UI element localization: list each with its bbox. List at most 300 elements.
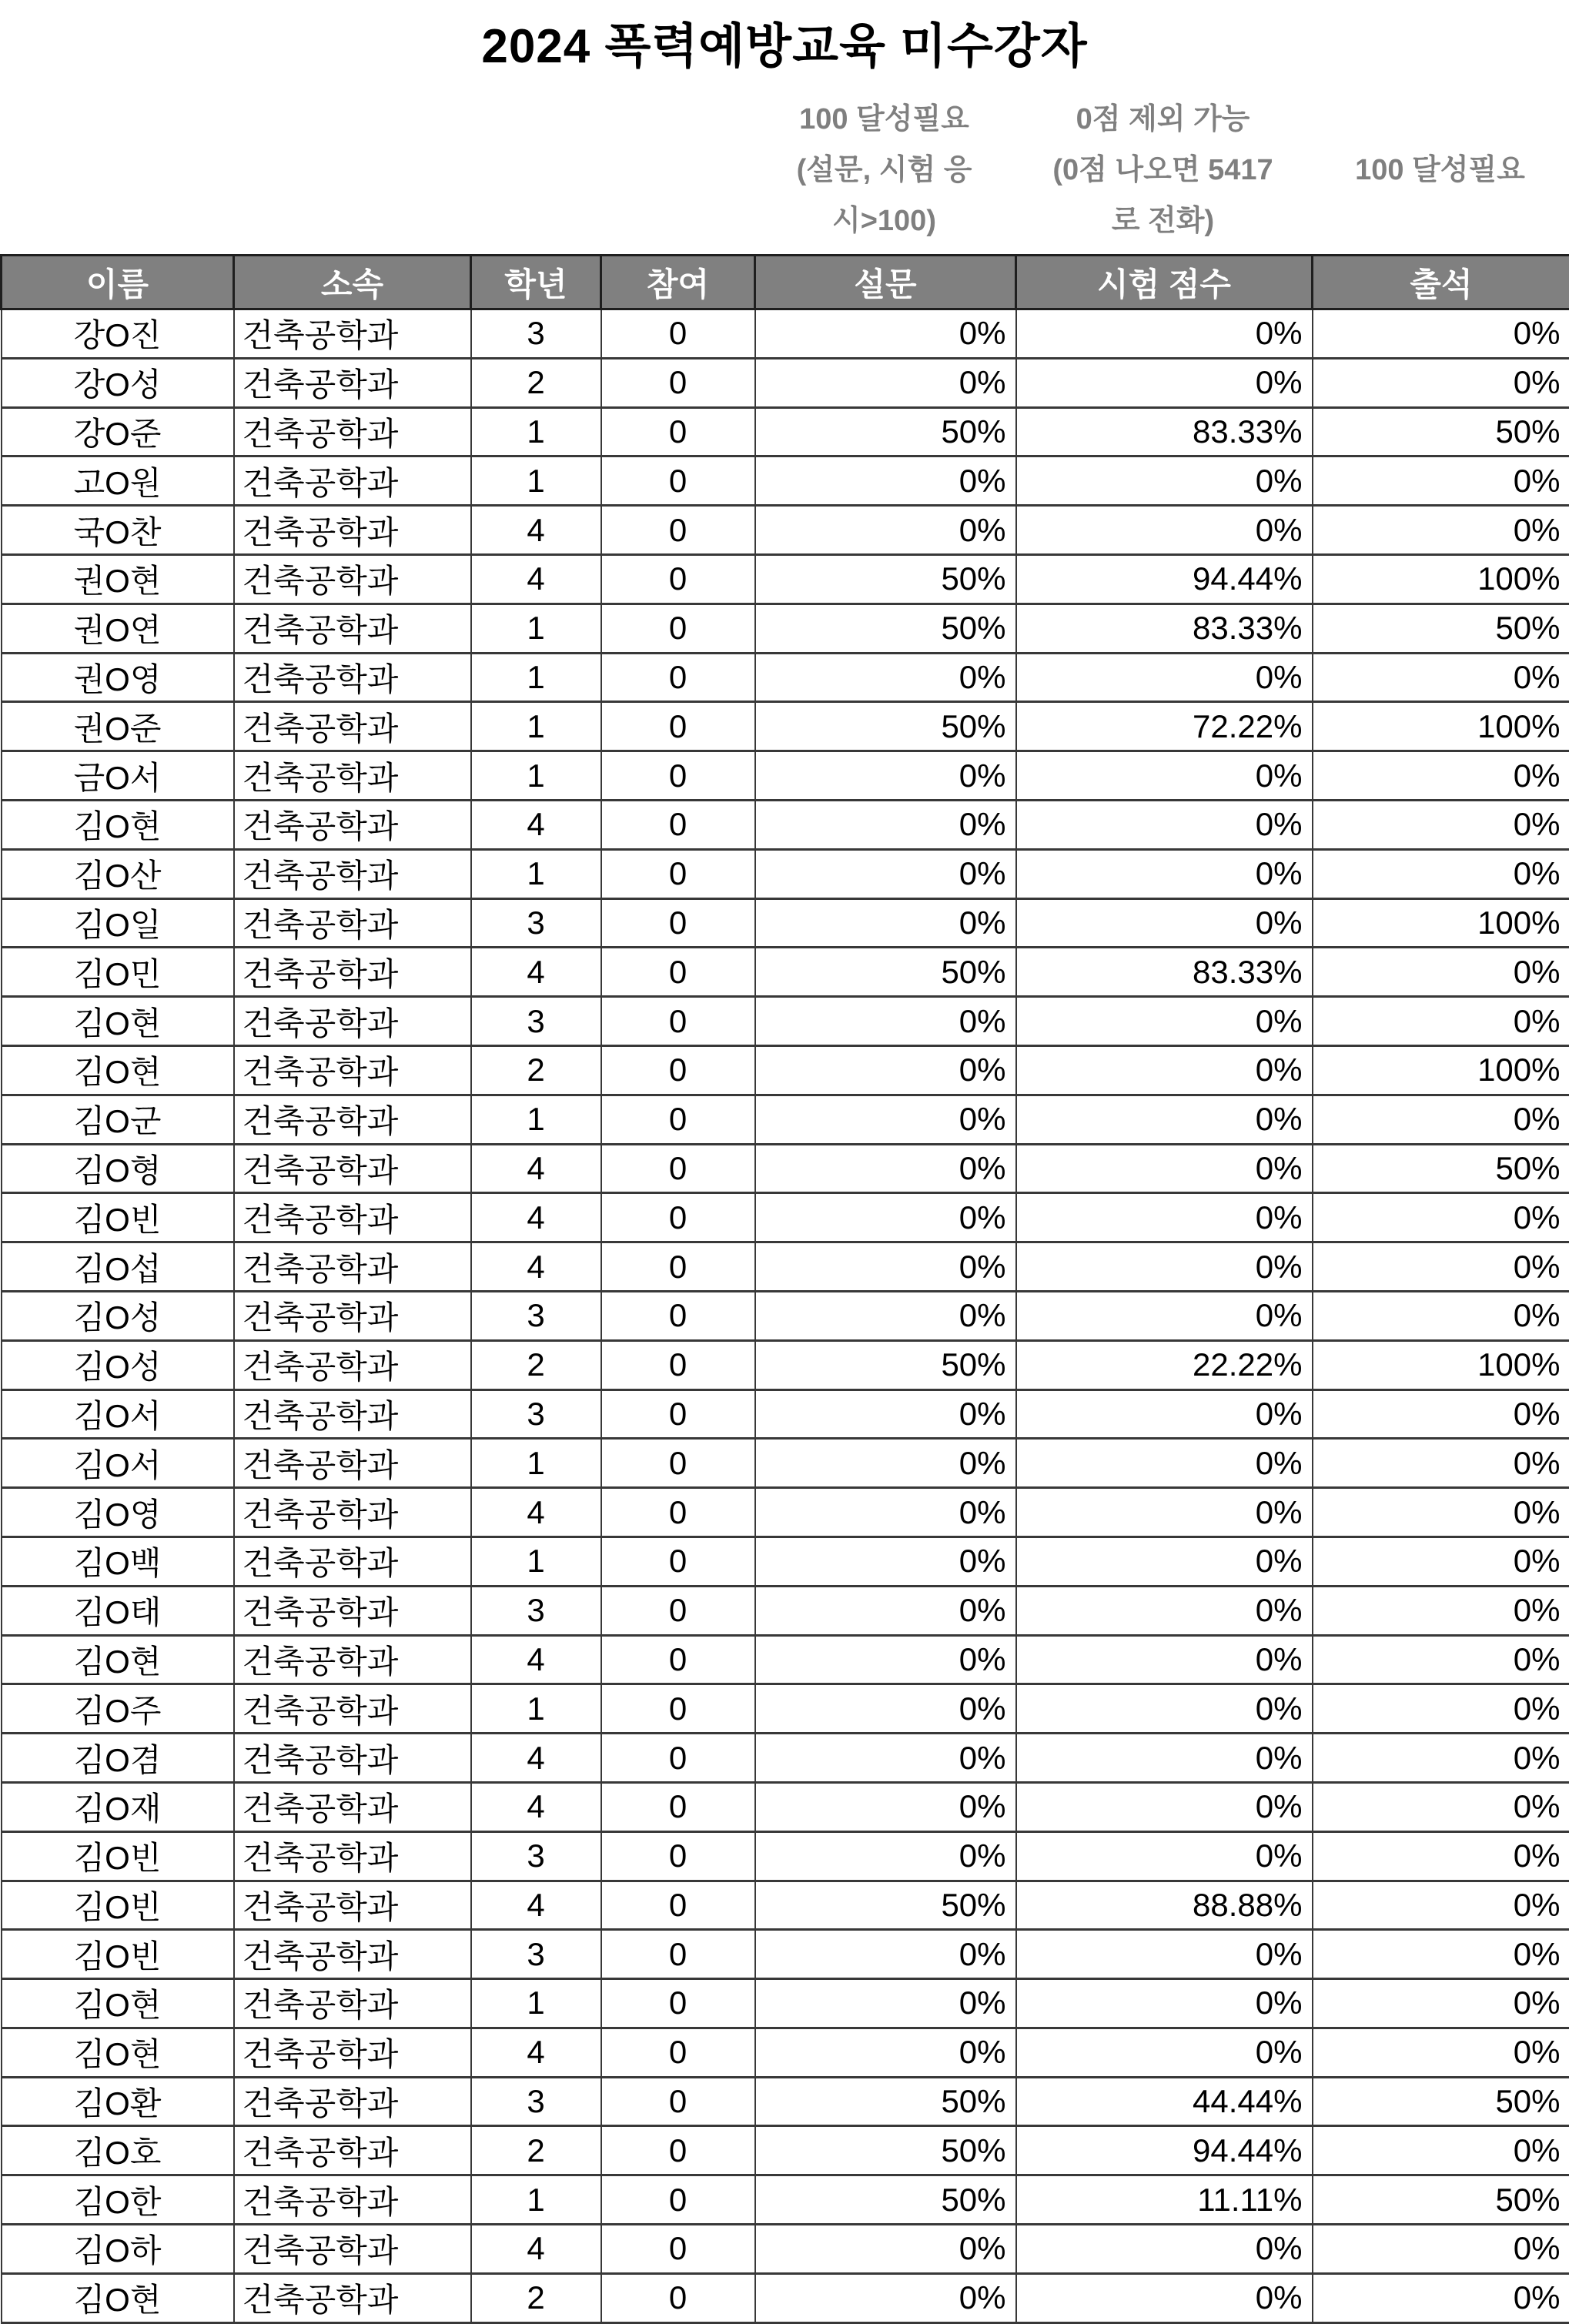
table-row (2, 358, 1569, 407)
exam-score-cell: 0% (1016, 1291, 1313, 1340)
participation-cell: 0 (601, 604, 755, 653)
department-cell: 건축공학과 (234, 1979, 471, 2028)
grade-cell: 4 (471, 1193, 601, 1242)
participation-cell: 0 (601, 1242, 755, 1292)
participation-cell: 0 (601, 2175, 755, 2225)
exam-score-cell: 0% (1016, 898, 1313, 948)
survey-cell: 0% (755, 1488, 1016, 1537)
grade-cell: 3 (471, 898, 601, 948)
column-header-grade: 학년 (471, 256, 601, 309)
table-row (2, 898, 1569, 948)
table-row (2, 1439, 1569, 1488)
table-row (2, 2273, 1569, 2322)
attendance-cell: 50% (1313, 1144, 1569, 1193)
exam-score-cell: 0% (1016, 653, 1313, 702)
grade-cell: 1 (471, 407, 601, 456)
participation-cell: 0 (601, 898, 755, 948)
name-cell: 김O백 (2, 1537, 234, 1586)
grade-cell: 4 (471, 800, 601, 849)
grade-cell: 3 (471, 1831, 601, 1881)
table-row (2, 1635, 1569, 1684)
exam-score-cell: 0% (1016, 2028, 1313, 2077)
participation-cell: 0 (601, 456, 755, 506)
name-cell: 권O영 (2, 653, 234, 702)
grade-cell: 2 (471, 1340, 601, 1389)
participation-cell: 0 (601, 1095, 755, 1144)
department-cell: 건축공학과 (234, 1831, 471, 1881)
participation-cell: 0 (601, 1045, 755, 1095)
survey-cell: 0% (755, 2273, 1016, 2322)
attendance-cell: 50% (1313, 2077, 1569, 2126)
name-cell: 금O서 (2, 751, 234, 801)
attendance-cell: 0% (1313, 849, 1569, 898)
exam-score-cell: 0% (1016, 1930, 1313, 1979)
attendance-cell: 0% (1313, 1389, 1569, 1439)
participation-cell: 0 (601, 1930, 755, 1979)
name-cell: 김O빈 (2, 1881, 234, 1930)
exam-score-cell: 0% (1016, 1242, 1313, 1292)
department-cell: 건축공학과 (234, 1488, 471, 1537)
participation-cell: 0 (601, 1979, 755, 2028)
attendance-cell: 0% (1313, 653, 1569, 702)
participation-cell: 0 (601, 1389, 755, 1439)
table-row (2, 702, 1569, 751)
survey-cell: 50% (755, 948, 1016, 997)
department-cell: 건축공학과 (234, 653, 471, 702)
exam-score-cell: 0% (1016, 1979, 1313, 2028)
attendance-cell: 0% (1313, 948, 1569, 997)
attendance-cell: 0% (1313, 2126, 1569, 2175)
education-status-table (0, 254, 1569, 2324)
name-cell: 김O한 (2, 2175, 234, 2225)
survey-cell: 0% (755, 1782, 1016, 1831)
exam-score-cell: 0% (1016, 1389, 1313, 1439)
table-row (2, 1831, 1569, 1881)
grade-cell: 4 (471, 948, 601, 997)
table-row (2, 407, 1569, 456)
department-cell: 건축공학과 (234, 1537, 471, 1586)
grade-cell: 1 (471, 653, 601, 702)
table-body (2, 309, 1569, 2323)
department-cell: 건축공학과 (234, 2273, 471, 2322)
department-cell: 건축공학과 (234, 1095, 471, 1144)
survey-cell: 0% (755, 1439, 1016, 1488)
name-cell: 권O연 (2, 604, 234, 653)
grade-cell: 4 (471, 1242, 601, 1292)
grade-cell: 4 (471, 1488, 601, 1537)
name-cell: 권O준 (2, 702, 234, 751)
participation-cell: 0 (601, 1782, 755, 1831)
department-cell: 건축공학과 (234, 309, 471, 359)
department-cell: 건축공학과 (234, 2126, 471, 2175)
name-cell: 김O빈 (2, 1930, 234, 1979)
exam-score-cell: 0% (1016, 1045, 1313, 1095)
attendance-cell: 0% (1313, 456, 1569, 506)
department-cell: 건축공학과 (234, 800, 471, 849)
table-row (2, 948, 1569, 997)
table-row (2, 1586, 1569, 1635)
participation-cell: 0 (601, 1439, 755, 1488)
table-row (2, 1095, 1569, 1144)
participation-cell: 0 (601, 358, 755, 407)
survey-cell: 0% (755, 849, 1016, 898)
participation-cell: 0 (601, 2126, 755, 2175)
attendance-note-line1: 100 달성필요 (1355, 145, 1525, 196)
exam-score-cell: 0% (1016, 1734, 1313, 1783)
attendance-cell: 0% (1313, 1635, 1569, 1684)
grade-cell: 4 (471, 1881, 601, 1930)
attendance-cell: 0% (1313, 1439, 1569, 1488)
department-cell: 건축공학과 (234, 1782, 471, 1831)
grade-cell: 4 (471, 1782, 601, 1831)
table-row (2, 1291, 1569, 1340)
exam-score-cell: 0% (1016, 997, 1313, 1046)
name-cell: 김O현 (2, 997, 234, 1046)
participation-cell: 0 (601, 554, 755, 604)
participation-cell: 0 (601, 2273, 755, 2322)
attendance-cell: 0% (1313, 1291, 1569, 1340)
column-header-exam-score: 시험 점수 (1016, 256, 1313, 309)
participation-cell: 0 (601, 653, 755, 702)
exam-score-cell: 94.44% (1016, 2126, 1313, 2175)
survey-cell: 50% (755, 2126, 1016, 2175)
grade-cell: 1 (471, 2175, 601, 2225)
participation-cell: 0 (601, 1340, 755, 1389)
participation-cell: 0 (601, 800, 755, 849)
grade-cell: 4 (471, 1635, 601, 1684)
department-cell: 건축공학과 (234, 2175, 471, 2225)
exam-note-line2: (0점 나오면 5417 (1052, 145, 1273, 196)
attendance-cell: 0% (1313, 1881, 1569, 1930)
name-cell: 국O찬 (2, 506, 234, 555)
department-cell: 건축공학과 (234, 554, 471, 604)
exam-score-cell: 88.88% (1016, 1881, 1313, 1930)
attendance-cell: 0% (1313, 1782, 1569, 1831)
grade-cell: 1 (471, 849, 601, 898)
survey-cell: 50% (755, 407, 1016, 456)
grade-cell: 4 (471, 2028, 601, 2077)
department-cell: 건축공학과 (234, 1045, 471, 1095)
survey-cell: 0% (755, 1586, 1016, 1635)
table-row (2, 2028, 1569, 2077)
grade-cell: 3 (471, 997, 601, 1046)
attendance-cell: 0% (1313, 2028, 1569, 2077)
exam-score-cell: 83.33% (1016, 407, 1313, 456)
table-row (2, 1881, 1569, 1930)
table-row (2, 554, 1569, 604)
exam-score-cell: 83.33% (1016, 604, 1313, 653)
attendance-cell: 0% (1313, 358, 1569, 407)
participation-cell: 0 (601, 2225, 755, 2274)
department-cell: 건축공학과 (234, 604, 471, 653)
name-cell: 김O영 (2, 1488, 234, 1537)
department-cell: 건축공학과 (234, 1340, 471, 1389)
survey-cell: 0% (755, 1291, 1016, 1340)
attendance-cell: 0% (1313, 1537, 1569, 1586)
participation-cell: 0 (601, 1684, 755, 1734)
name-cell: 김O빈 (2, 1831, 234, 1881)
survey-cell: 0% (755, 1095, 1016, 1144)
name-cell: 김O섭 (2, 1242, 234, 1292)
grade-cell: 1 (471, 456, 601, 506)
table-row (2, 1488, 1569, 1537)
table-row (2, 604, 1569, 653)
name-cell: 고O원 (2, 456, 234, 506)
name-cell: 김O성 (2, 1340, 234, 1389)
attendance-cell: 0% (1313, 1586, 1569, 1635)
exam-score-cell: 0% (1016, 1439, 1313, 1488)
attendance-cell: 0% (1313, 506, 1569, 555)
table-row (2, 1340, 1569, 1389)
attendance-cell: 0% (1313, 1684, 1569, 1734)
grade-cell: 3 (471, 1586, 601, 1635)
attendance-cell: 0% (1313, 309, 1569, 359)
department-cell: 건축공학과 (234, 1291, 471, 1340)
survey-note-line1: 100 달성필요 (799, 94, 969, 145)
column-header-survey: 설문 (755, 256, 1016, 309)
grade-cell: 2 (471, 2273, 601, 2322)
survey-cell: 0% (755, 1389, 1016, 1439)
attendance-cell: 100% (1313, 702, 1569, 751)
survey-cell: 0% (755, 456, 1016, 506)
grade-cell: 4 (471, 1144, 601, 1193)
participation-cell: 0 (601, 1537, 755, 1586)
department-cell: 건축공학과 (234, 849, 471, 898)
exam-score-cell: 0% (1016, 1635, 1313, 1684)
exam-score-cell: 0% (1016, 309, 1313, 359)
grade-cell: 3 (471, 1389, 601, 1439)
exam-score-cell: 0% (1016, 1144, 1313, 1193)
name-cell: 김O현 (2, 2028, 234, 2077)
participation-cell: 0 (601, 751, 755, 801)
participation-cell: 0 (601, 702, 755, 751)
page-title: 2024 폭력예방교육 미수강자 (0, 0, 1569, 86)
name-cell: 김O호 (2, 2126, 234, 2175)
department-cell: 건축공학과 (234, 1193, 471, 1242)
participation-cell: 0 (601, 1635, 755, 1684)
survey-cell: 50% (755, 604, 1016, 653)
survey-cell: 50% (755, 702, 1016, 751)
table-row (2, 1242, 1569, 1292)
name-cell: 권O현 (2, 554, 234, 604)
table-row (2, 506, 1569, 555)
survey-cell: 50% (755, 2077, 1016, 2126)
table-row (2, 1684, 1569, 1734)
participation-cell: 0 (601, 309, 755, 359)
survey-cell: 0% (755, 1144, 1016, 1193)
grade-cell: 4 (471, 1734, 601, 1783)
exam-score-cell: 0% (1016, 1831, 1313, 1881)
table-row (2, 1734, 1569, 1783)
attendance-cell: 0% (1313, 1095, 1569, 1144)
column-header-department: 소속 (234, 256, 471, 309)
department-cell: 건축공학과 (234, 2077, 471, 2126)
department-cell: 건축공학과 (234, 2028, 471, 2077)
column-header-name: 이름 (2, 256, 234, 309)
grade-cell: 1 (471, 1439, 601, 1488)
exam-score-cell: 0% (1016, 1684, 1313, 1734)
attendance-cell: 100% (1313, 554, 1569, 604)
participation-cell: 0 (601, 1586, 755, 1635)
grade-cell: 1 (471, 1095, 601, 1144)
participation-cell: 0 (601, 948, 755, 997)
department-cell: 건축공학과 (234, 1930, 471, 1979)
attendance-cell: 100% (1313, 898, 1569, 948)
attendance-cell: 50% (1313, 604, 1569, 653)
exam-score-cell: 83.33% (1016, 948, 1313, 997)
survey-cell: 0% (755, 1242, 1016, 1292)
name-cell: 김O현 (2, 1635, 234, 1684)
name-cell: 강O진 (2, 309, 234, 359)
department-cell: 건축공학과 (234, 898, 471, 948)
name-cell: 김O재 (2, 1782, 234, 1831)
participation-cell: 0 (601, 1831, 755, 1881)
survey-cell: 0% (755, 653, 1016, 702)
participation-cell: 0 (601, 997, 755, 1046)
grade-cell: 1 (471, 1979, 601, 2028)
survey-cell: 0% (755, 1193, 1016, 1242)
grade-cell: 1 (471, 1537, 601, 1586)
exam-score-cell: 44.44% (1016, 2077, 1313, 2126)
exam-score-cell: 0% (1016, 2273, 1313, 2322)
participation-cell: 0 (601, 1291, 755, 1340)
survey-cell: 0% (755, 1979, 1016, 2028)
participation-cell: 0 (601, 506, 755, 555)
name-cell: 김O형 (2, 1144, 234, 1193)
survey-cell: 0% (755, 506, 1016, 555)
department-cell: 건축공학과 (234, 751, 471, 801)
exam-score-cell: 72.22% (1016, 702, 1313, 751)
participation-cell: 0 (601, 2077, 755, 2126)
exam-score-cell: 0% (1016, 2225, 1313, 2274)
name-cell: 김O태 (2, 1586, 234, 1635)
table-row (2, 1930, 1569, 1979)
attendance-cell: 0% (1313, 997, 1569, 1046)
name-cell: 김O현 (2, 1045, 234, 1095)
name-cell: 김O겸 (2, 1734, 234, 1783)
table-row (2, 456, 1569, 506)
table-header-row (2, 256, 1569, 309)
survey-column-note (754, 86, 1015, 254)
department-cell: 건축공학과 (234, 1439, 471, 1488)
grade-cell: 2 (471, 2126, 601, 2175)
exam-score-cell: 0% (1016, 358, 1313, 407)
attendance-cell: 0% (1313, 800, 1569, 849)
participation-cell: 0 (601, 2028, 755, 2077)
survey-note-line2: (설문, 시험 응 (797, 145, 972, 196)
attendance-cell: 0% (1313, 2225, 1569, 2274)
table-row (2, 2225, 1569, 2274)
survey-cell: 0% (755, 997, 1016, 1046)
grade-cell: 3 (471, 1930, 601, 1979)
table-row (2, 2077, 1569, 2126)
survey-cell: 0% (755, 2225, 1016, 2274)
name-cell: 김O주 (2, 1684, 234, 1734)
table-row (2, 751, 1569, 801)
name-cell: 김O환 (2, 2077, 234, 2126)
name-cell: 김O서 (2, 1389, 234, 1439)
attendance-cell: 100% (1313, 1045, 1569, 1095)
participation-cell: 0 (601, 849, 755, 898)
department-cell: 건축공학과 (234, 1881, 471, 1930)
table-row (2, 997, 1569, 1046)
department-cell: 건축공학과 (234, 948, 471, 997)
exam-score-cell: 0% (1016, 506, 1313, 555)
survey-cell: 50% (755, 554, 1016, 604)
attendance-column-note (1311, 86, 1569, 254)
table-row (2, 1193, 1569, 1242)
name-cell: 김O서 (2, 1439, 234, 1488)
department-cell: 건축공학과 (234, 456, 471, 506)
department-cell: 건축공학과 (234, 1389, 471, 1439)
grade-cell: 1 (471, 604, 601, 653)
survey-cell: 0% (755, 1537, 1016, 1586)
name-cell: 강O준 (2, 407, 234, 456)
name-cell: 김O산 (2, 849, 234, 898)
table-row (2, 1782, 1569, 1831)
name-cell: 김O민 (2, 948, 234, 997)
grade-cell: 2 (471, 358, 601, 407)
exam-note-line3: 로 전화) (1112, 196, 1214, 246)
attendance-cell: 0% (1313, 1930, 1569, 1979)
exam-score-cell: 0% (1016, 1782, 1313, 1831)
attendance-cell: 0% (1313, 2273, 1569, 2322)
exam-score-cell: 22.22% (1016, 1340, 1313, 1389)
department-cell: 건축공학과 (234, 506, 471, 555)
survey-note-line3: 시>100) (832, 196, 936, 246)
name-cell: 김O일 (2, 898, 234, 948)
department-cell: 건축공학과 (234, 997, 471, 1046)
table-row (2, 2175, 1569, 2225)
name-cell: 김O현 (2, 1979, 234, 2028)
survey-cell: 0% (755, 1684, 1016, 1734)
name-cell: 김O하 (2, 2225, 234, 2274)
exam-score-cell: 0% (1016, 456, 1313, 506)
table-row (2, 849, 1569, 898)
grade-cell: 4 (471, 554, 601, 604)
exam-score-cell: 0% (1016, 1193, 1313, 1242)
exam-score-cell: 0% (1016, 849, 1313, 898)
department-cell: 건축공학과 (234, 1144, 471, 1193)
grade-cell: 1 (471, 702, 601, 751)
department-cell: 건축공학과 (234, 1684, 471, 1734)
exam-score-cell: 0% (1016, 751, 1313, 801)
attendance-cell: 0% (1313, 1734, 1569, 1783)
exam-score-cell: 0% (1016, 800, 1313, 849)
exam-score-cell: 0% (1016, 1095, 1313, 1144)
table-row (2, 1144, 1569, 1193)
table-row (2, 1389, 1569, 1439)
department-cell: 건축공학과 (234, 358, 471, 407)
exam-score-cell: 0% (1016, 1488, 1313, 1537)
grade-cell: 2 (471, 1045, 601, 1095)
grade-cell: 3 (471, 309, 601, 359)
table-row (2, 800, 1569, 849)
name-cell: 김O성 (2, 1291, 234, 1340)
name-cell: 김O빈 (2, 1193, 234, 1242)
attendance-cell: 0% (1313, 1193, 1569, 1242)
participation-cell: 0 (601, 1488, 755, 1537)
participation-cell: 0 (601, 1881, 755, 1930)
exam-column-note (1015, 86, 1311, 254)
attendance-cell: 0% (1313, 1831, 1569, 1881)
attendance-cell: 0% (1313, 1488, 1569, 1537)
name-cell: 김O현 (2, 2273, 234, 2322)
grade-cell: 3 (471, 1291, 601, 1340)
survey-cell: 0% (755, 898, 1016, 948)
attendance-cell: 0% (1313, 1979, 1569, 2028)
attendance-cell: 50% (1313, 2175, 1569, 2225)
